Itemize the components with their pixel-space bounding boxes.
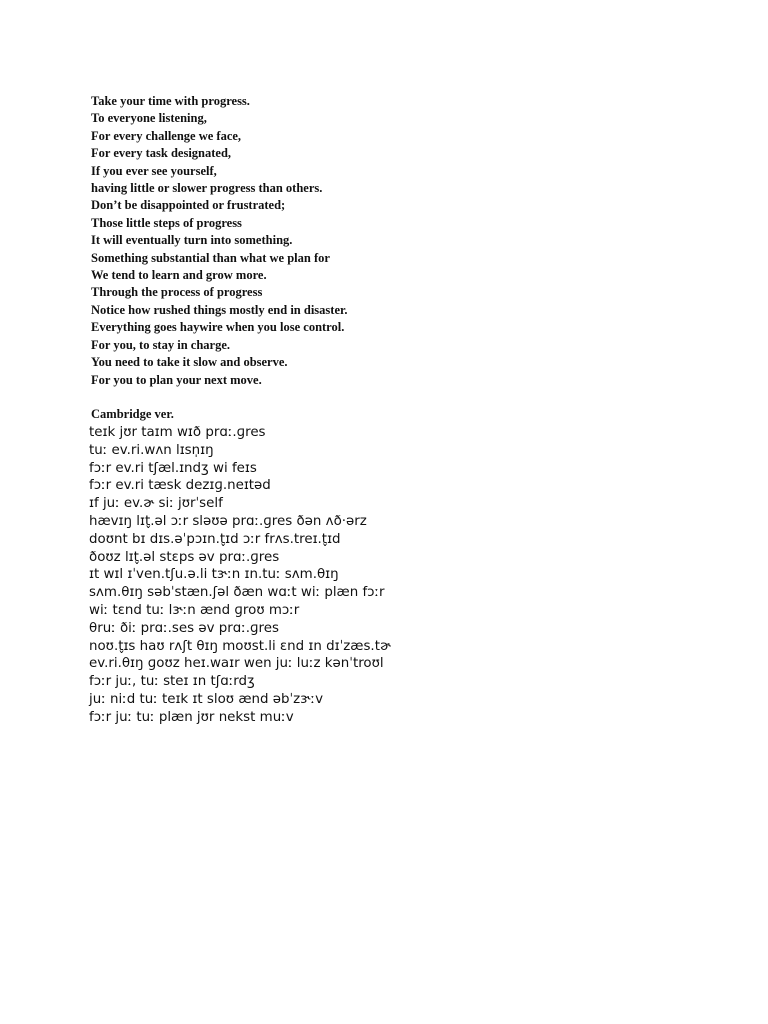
poem-line: having little or slower progress than others. <box>91 181 323 196</box>
ipa-line: tuː ev.ri.wʌn lɪsn̩ɪŋ <box>89 442 214 458</box>
ipa-line: noʊ.t̬ɪs haʊ rʌʃt θɪŋ moʊst.li ɛnd ɪn dɪˈzæs.tɚ <box>89 638 391 654</box>
ipa-transcription <box>89 424 391 727</box>
poem-text <box>91 93 348 389</box>
ipa-line: fɔːr juː, tuː steɪ ɪn tʃɑːrdʒ <box>89 674 255 690</box>
poem-line: You need to take it slow and observe. <box>91 355 288 370</box>
poem-line: For every task designated, <box>91 146 232 161</box>
poem-line: Something substantial than what we plan for <box>91 250 330 265</box>
ipa-line: ɪf juː ev.ɚ siː jʊrˈself <box>89 496 223 512</box>
poem-line: Don’t be disappointed or frustrated; <box>91 198 286 213</box>
ipa-line: teɪk jʊr taɪm wɪð prɑː.ɡres <box>89 425 266 440</box>
poem-line: To everyone listening, <box>91 111 207 126</box>
poem-line: For you to plan your next move. <box>91 372 262 387</box>
poem-line: Take your time with progress. <box>91 94 250 108</box>
poem-line: Notice how rushed things mostly end in disaster. <box>91 302 348 317</box>
ipa-line: ðoʊz lɪt̬.əl stɛps əv prɑː.ɡres <box>89 549 280 565</box>
ipa-line: juː niːd tuː teɪk ɪt sloʊ ænd əbˈzɝːv <box>89 691 323 707</box>
poem-line: We tend to learn and grow more. <box>91 268 267 283</box>
ipa-line: fɔːr juː tuː plæn jʊr nekst muːv <box>89 709 294 725</box>
ipa-line: fɔːr ev.ri tʃæl.ɪndʒ wi feɪs <box>89 460 257 476</box>
ipa-line: ev.ri.θɪŋ ɡoʊz heɪ.waɪr wen juː luːz kənˈtroʊl <box>89 656 384 672</box>
ipa-line: wiː tɛnd tuː lɝːn ænd ɡroʊ mɔːr <box>89 602 300 618</box>
ipa-line: fɔːr ev.ri tæsk dezɪɡ.neɪtəd <box>89 478 271 494</box>
poem-line: Everything goes haywire when you lose control. <box>91 320 345 335</box>
ipa-line: θruː ðiː prɑː.ses əv prɑː.ɡres <box>89 620 279 636</box>
poem-line: It will eventually turn into something. <box>91 233 293 248</box>
ipa-line: ɪt wɪl ɪˈven.tʃu.ə.li tɝːn ɪn.tuː sʌm.θɪŋ <box>89 567 339 583</box>
section-heading: Cambridge ver. <box>91 407 174 421</box>
poem-line: If you ever see yourself, <box>91 163 217 178</box>
ipa-line: sʌm.θɪŋ səbˈstæn.ʃəl ðæn wɑːt wiː plæn fɔːr <box>89 585 385 601</box>
ipa-line: hævɪŋ lɪt̬.əl ɔːr sləʊə prɑː.ɡres ðən ʌð·ərz <box>89 513 367 529</box>
poem-line: Those little steps of progress <box>91 215 242 230</box>
poem-line: For every challenge we face, <box>91 128 242 143</box>
poem-line: Through the process of progress <box>91 285 263 300</box>
ipa-line: doʊnt bɪ dɪs.əˈpɔɪn.t̬ɪd ɔːr frʌs.treɪ.t̬ɪd <box>89 531 341 547</box>
poem-line: For you, to stay in charge. <box>91 337 230 352</box>
